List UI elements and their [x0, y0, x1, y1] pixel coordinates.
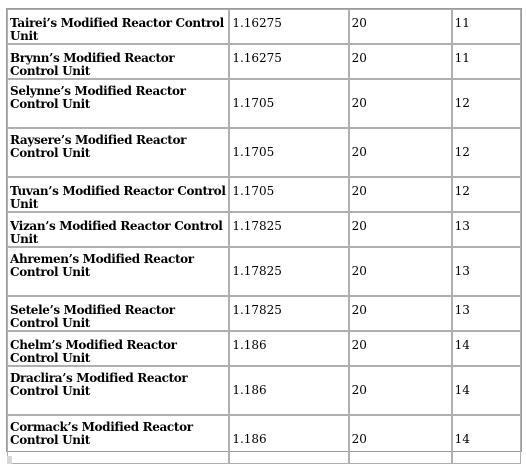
item-name: Cormack’s Modified Reactor Control Unit — [7, 415, 229, 464]
item-value: 1.1705 — [229, 177, 348, 212]
table-row — [7, 9, 521, 44]
item-value: 1.16275 — [229, 9, 348, 44]
item-rank: 12 — [452, 177, 521, 212]
table-row — [7, 296, 521, 331]
item-rank: 14 — [452, 331, 521, 366]
item-level: 20 — [349, 331, 452, 366]
item-name: Vizan’s Modified Reactor Control Unit — [7, 212, 229, 247]
table-row — [7, 415, 521, 464]
table-row — [7, 79, 521, 128]
item-rank: 12 — [452, 128, 521, 177]
item-value: 1.17825 — [229, 247, 348, 296]
item-table — [7, 9, 521, 464]
item-value: 1.1705 — [229, 79, 348, 128]
table-row — [7, 212, 521, 247]
item-level: 20 — [349, 296, 452, 331]
item-level: 20 — [349, 79, 452, 128]
item-rank: 11 — [452, 44, 521, 79]
item-rank: 12 — [452, 79, 521, 128]
item-rank: 13 — [452, 296, 521, 331]
item-value: 1.16275 — [229, 44, 348, 79]
item-name: Setele’s Modified Reactor Control Unit — [7, 296, 229, 331]
item-level: 20 — [349, 212, 452, 247]
table-row — [7, 247, 521, 296]
item-value: 1.17825 — [229, 296, 348, 331]
item-rank: 14 — [452, 415, 521, 464]
item-name: Draclira’s Modified Reactor Control Unit — [7, 366, 229, 415]
item-name: Brynn’s Modified Reactor Control Unit — [7, 44, 229, 79]
item-level: 20 — [349, 247, 452, 296]
item-name: Raysere’s Modified Reactor Control Unit — [7, 128, 229, 177]
item-value: 1.186 — [229, 331, 348, 366]
table-row — [7, 44, 521, 79]
table-row — [7, 331, 521, 366]
item-name: Ahremen’s Modified Reactor Control Unit — [7, 247, 229, 296]
table-row — [7, 177, 521, 212]
item-table-frame — [6, 8, 522, 452]
scroll-edge — [7, 456, 12, 464]
item-level: 20 — [349, 177, 452, 212]
item-value: 1.186 — [229, 366, 348, 415]
item-name: Tairei’s Modified Reactor Control Unit — [7, 9, 229, 44]
item-rank: 11 — [452, 9, 521, 44]
item-level: 20 — [349, 366, 452, 415]
table-row — [7, 366, 521, 415]
item-rank: 14 — [452, 366, 521, 415]
item-name: Selynne’s Modified Reactor Control Unit — [7, 79, 229, 128]
item-level: 20 — [349, 9, 452, 44]
item-name: Tuvan’s Modified Reactor Control Unit — [7, 177, 229, 212]
item-level: 20 — [349, 128, 452, 177]
item-value: 1.186 — [229, 415, 348, 464]
item-level: 20 — [349, 415, 452, 464]
item-level: 20 — [349, 44, 452, 79]
item-value: 1.17825 — [229, 212, 348, 247]
item-name: Chelm’s Modified Reactor Control Unit — [7, 331, 229, 366]
item-value: 1.1705 — [229, 128, 348, 177]
item-rank: 13 — [452, 212, 521, 247]
item-rank: 13 — [452, 247, 521, 296]
table-row — [7, 128, 521, 177]
